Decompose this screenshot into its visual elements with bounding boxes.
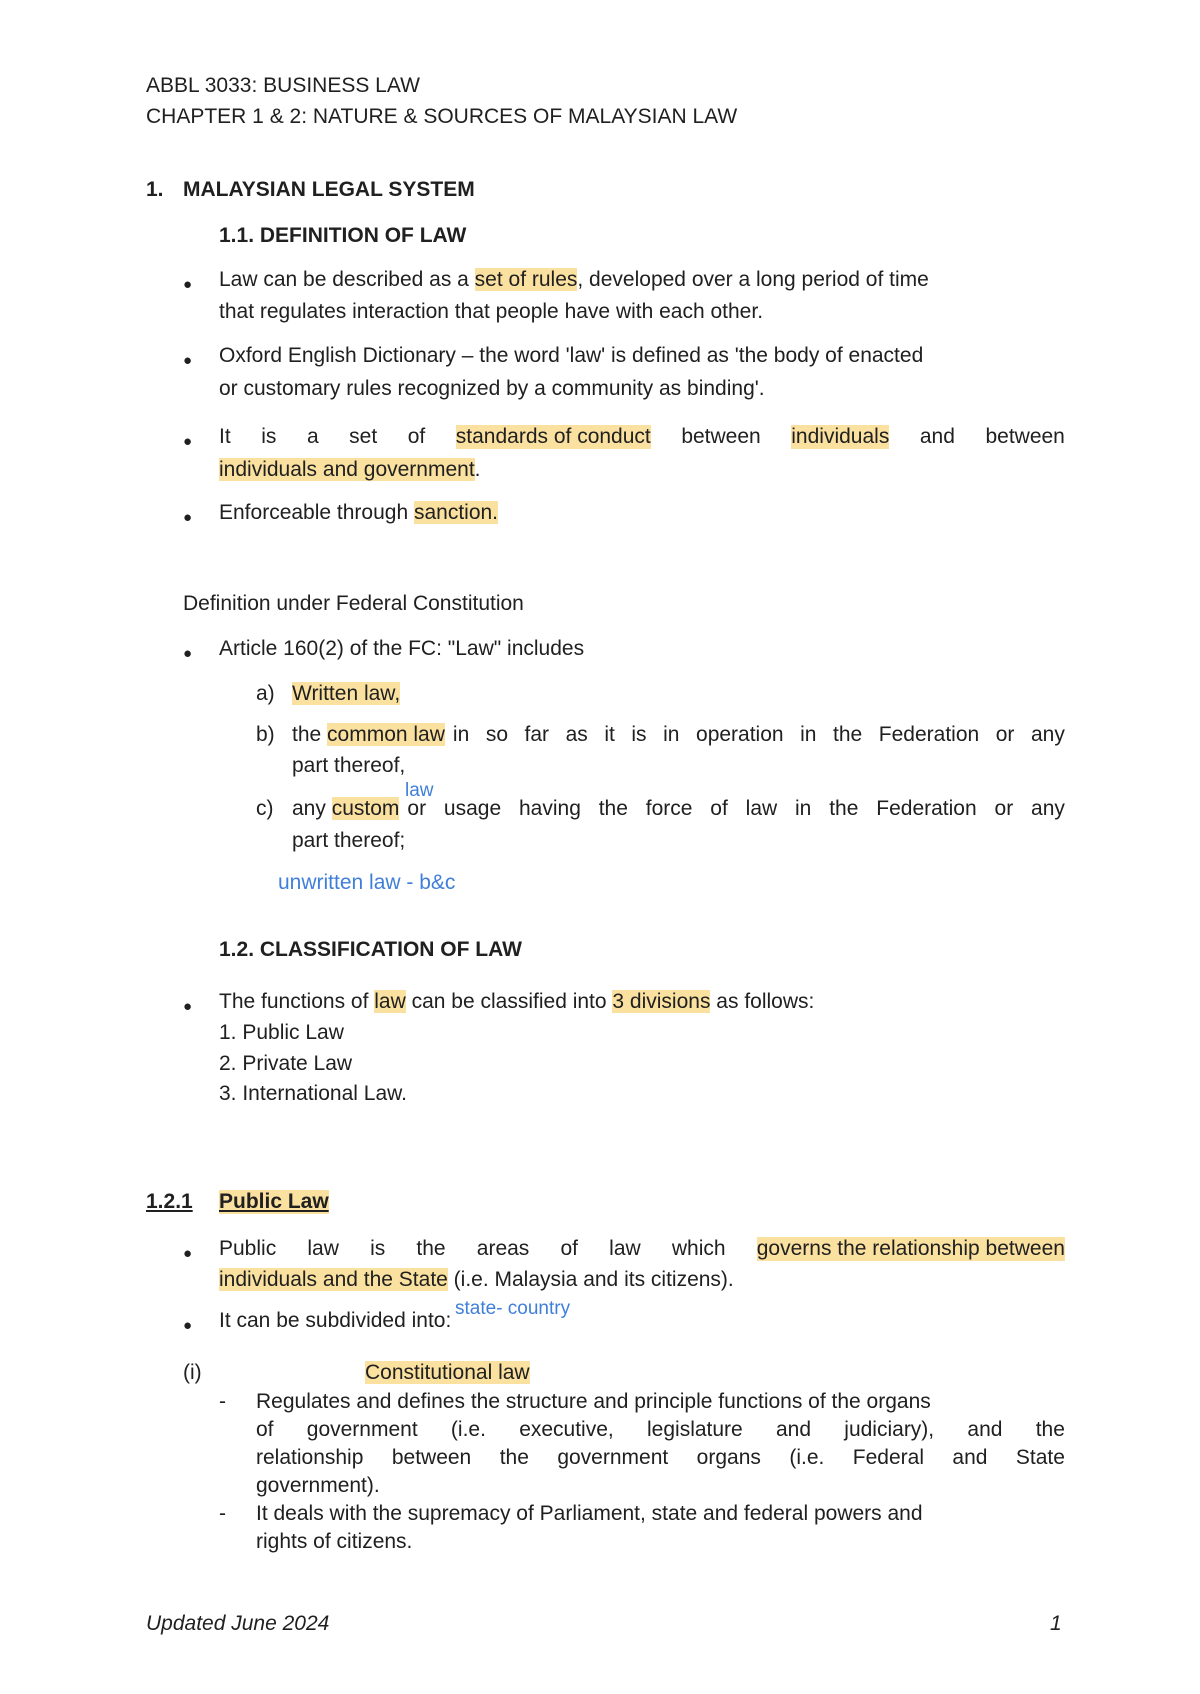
highlight: law: [374, 990, 406, 1013]
list-label: a): [256, 682, 275, 705]
section-title: MALAYSIAN LEGAL SYSTEM: [183, 178, 475, 201]
bullet-text: It can be subdivided into:: [219, 1309, 452, 1332]
list-label: b): [256, 723, 275, 746]
list-item-cont: part thereof;: [292, 829, 406, 852]
highlight: custom: [331, 797, 400, 820]
bullet-text-cont: individuals and government.: [219, 458, 481, 481]
list-item: any custom or usage having the force of law in the Federation or any: [292, 797, 1065, 820]
bullet-text-cont: that regulates interaction that people have with each other.: [219, 300, 764, 323]
list-item: 1. Public Law: [219, 1021, 344, 1044]
dash-text: government).: [256, 1474, 380, 1497]
list-label: c): [256, 797, 274, 820]
course-title: ABBL 3033: BUSINESS LAW: [146, 74, 420, 97]
list-item: the common law in so far as it is in operation in the Federation or any: [292, 723, 1065, 746]
bullet-icon: ●: [183, 276, 193, 293]
bullet-text: Public law is the areas of law which governs the relationship between: [219, 1237, 1065, 1260]
fc-heading: Definition under Federal Constitution: [183, 592, 524, 615]
dash-icon: -: [219, 1390, 226, 1413]
bullet-text: It is a set of standards of conduct between individuals and between: [219, 425, 1065, 448]
highlight: individuals: [791, 425, 890, 448]
bullet-text: Oxford English Dictionary – the word 'law' is defined as 'the body of enacted: [219, 344, 924, 367]
bullet-icon: ●: [183, 1245, 193, 1262]
highlight: common law: [327, 723, 445, 746]
sub-title: [365, 1361, 530, 1385]
annotation-law: law: [405, 780, 434, 801]
page-number: 1: [1050, 1612, 1062, 1635]
list-item: 3. International Law.: [219, 1082, 407, 1105]
annotation-unwritten: unwritten law - b&c: [278, 871, 456, 894]
highlight: standards of conduct: [455, 425, 651, 448]
sub-label: (i): [183, 1361, 202, 1384]
bullet-text: The functions of law can be classified into 3 divisions as follows:: [219, 990, 815, 1013]
bullet-text: Law can be described as a set of rules, developed over a long period of time: [219, 268, 929, 291]
dash-text: Regulates and defines the structure and principle functions of the organs: [256, 1390, 931, 1413]
highlight: Written law,: [292, 682, 401, 705]
bullet-icon: ●: [183, 352, 193, 369]
bullet-icon: ●: [183, 998, 193, 1015]
dash-text: of government (i.e. executive, legislature and judiciary), and the: [256, 1418, 1065, 1441]
highlight: Constitutional law: [365, 1361, 530, 1384]
bullet-text: Enforceable through sanction.: [219, 501, 499, 524]
subsection-title: 1.1. DEFINITION OF LAW: [219, 224, 467, 247]
section-title: Public Law: [219, 1190, 329, 1213]
bullet-icon: ●: [183, 509, 193, 526]
highlight: sanction.: [413, 501, 499, 524]
bullet-icon: ●: [183, 1317, 193, 1334]
dash-icon: -: [219, 1502, 226, 1525]
list-item: 2. Private Law: [219, 1052, 353, 1075]
section-number: 1.2.1: [146, 1190, 193, 1213]
annotation-state: state- country: [455, 1298, 571, 1319]
chapter-title: CHAPTER 1 & 2: NATURE & SOURCES OF MALAYSIAN LAW: [146, 105, 738, 128]
section-number: 1.: [146, 178, 164, 201]
list-item-cont: part thereof,: [292, 754, 406, 777]
highlight: governs the relationship between: [756, 1237, 1065, 1260]
bullet-text: Article 160(2) of the FC: "Law" includes: [219, 637, 585, 660]
subsection-title: 1.2. CLASSIFICATION OF LAW: [219, 938, 522, 961]
bullet-text-cont: individuals and the State (i.e. Malaysia and its citizens).: [219, 1268, 734, 1291]
dash-text: It deals with the supremacy of Parliament, state and federal powers and: [256, 1502, 923, 1525]
dash-text: rights of citizens.: [256, 1530, 413, 1553]
highlight: 3 divisions: [612, 990, 711, 1013]
highlight: set of rules: [474, 268, 578, 291]
highlight: individuals and government: [219, 458, 475, 481]
footer-updated: Updated June 2024: [146, 1612, 330, 1635]
bullet-icon: ●: [183, 433, 193, 450]
list-item: [292, 682, 400, 706]
bullet-icon: ●: [183, 645, 193, 662]
highlight: individuals and the State: [219, 1268, 448, 1291]
bullet-text-cont: or customary rules recognized by a community as binding'.: [219, 377, 765, 400]
dash-text: relationship between the government organs (i.e. Federal and State: [256, 1446, 1065, 1469]
